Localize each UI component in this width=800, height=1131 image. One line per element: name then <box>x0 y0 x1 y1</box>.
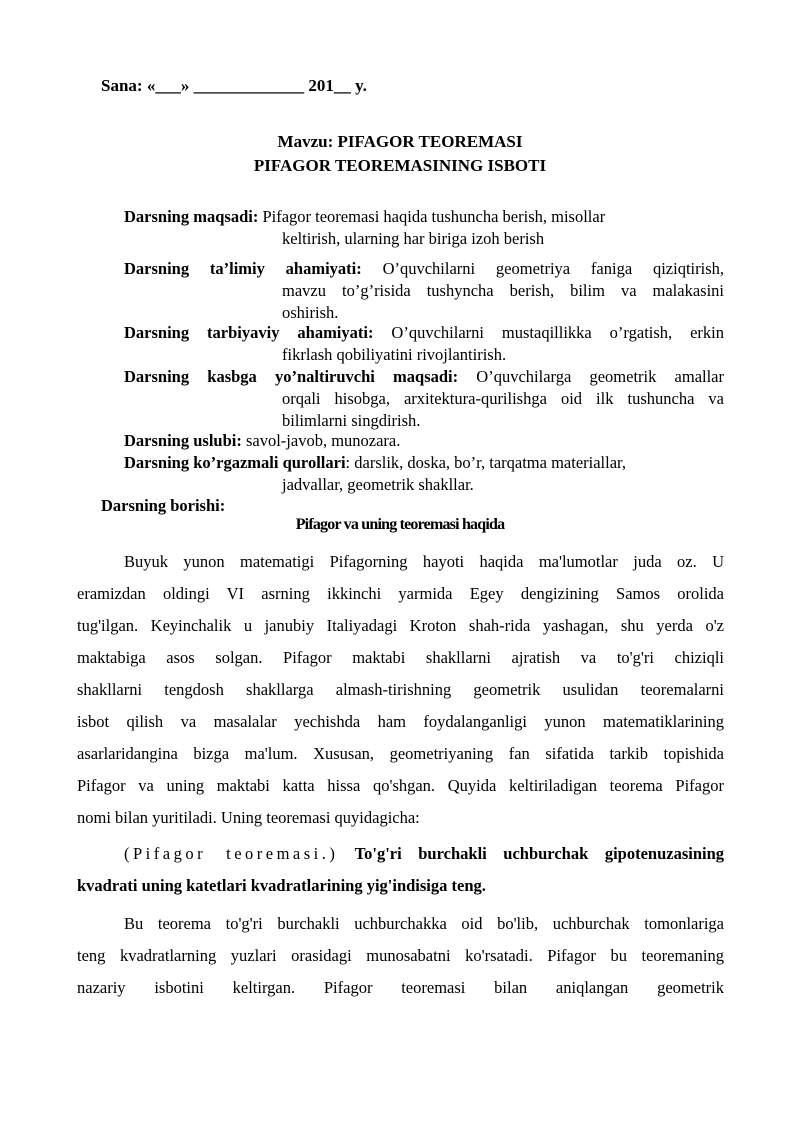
section-heading: Pifagor va uning teoremasi haqida <box>295 516 505 533</box>
vocational-label: Darsning kasbga yo’naltiruvchi maqsadi: <box>124 367 459 386</box>
paragraph-line: Buyuk yunon matematigi Pifagorning hayoti haqida ma'lumotlar juda oz. U <box>124 552 724 571</box>
visual-aids <box>124 452 724 496</box>
paragraph-line: nomi bilan yuritiladi. Uning teoremasi quyidagicha: <box>77 808 420 827</box>
upbringing-text-cont: fikrlash qobiliyatini rivojlantirish. <box>282 345 507 364</box>
visual-aids-text-cont: jadvallar, geometrik shakllar. <box>282 475 474 494</box>
upbringing-text: O’quvchilarni mustaqillikka o’rgatish, erkin <box>373 323 725 342</box>
paragraph-pythagoras-bio <box>77 546 724 834</box>
theorem-text: To'g'ri burchakli uchburchak gipotenuzasining <box>338 844 725 863</box>
visual-aids-text: : darslik, doska, bo’r, tarqatma materiallar, <box>345 453 626 472</box>
paragraph-line: eramizdan oldingi VI asrning ikkinchi yarmida Egey dengizining Samos orolida <box>77 584 724 603</box>
educational-text-cont: mavzu to’g’risida tushyncha berish, bilim va malakasini <box>282 281 724 300</box>
paragraph-line: shakllarni tengdosh shakllarga almash-tirishning geometrik usulidan teoremalarni <box>77 680 724 699</box>
lesson-topic: Mavzu: PIFAGOR TEOREMASI <box>277 132 523 151</box>
educational-text-end: oshirish. <box>282 303 339 322</box>
paragraph-theorem-explanation <box>77 908 724 1004</box>
educational-label: Darsning ta’limiy ahamiyati: <box>124 259 362 278</box>
paragraph-line: isbot qilish va masalalar yechishda ham foydalanganligi yunon matematiklarining <box>77 712 724 731</box>
vocational-goal <box>124 366 724 432</box>
paragraph-line: maktabiga asos solgan. Pifagor maktabi shakllarni ajratish va to'g'ri chiziqli <box>77 648 724 667</box>
goal-text: Pifagor teoremasi haqida tushuncha berish, misollar <box>258 207 606 226</box>
theorem-text-cont: kvadrati uning katetlari kvadratlarining yig'indisiga teng. <box>77 876 486 895</box>
vocational-text-cont: orqali hisobga, arxitektura-qurilishga oid ilk tushuncha va <box>282 389 724 408</box>
upbringing-importance <box>124 322 724 366</box>
paragraph-line: teng kvadratlarning yuzlari orasidagi munosabatni ko'rsatadi. Pifagor bu teoremaning <box>77 946 724 965</box>
visual-aids-label: Darsning ko’rgazmali qurollari <box>124 453 346 472</box>
method-text: savol-javob, munozara. <box>241 431 401 450</box>
theorem-statement <box>77 838 724 902</box>
lesson-method <box>124 430 724 452</box>
method-label: Darsning uslubi: <box>124 431 242 450</box>
paragraph-line: asarlaridangina bizga ma'lum. Xususan, geometriyaning fan sifatida tarkib topishida <box>77 744 724 763</box>
paragraph-line: nazariy isbotini keltirgan. Pifagor teoremasi bilan aniqlangan geometrik <box>77 978 724 997</box>
lesson-subtopic: PIFAGOR TEOREMASINING ISBOTI <box>253 156 547 175</box>
paragraph-line: tug'ilgan. Keyinchalik u janubiy Italiyadagi Kroton shah-rida yashagan, shu yerda o'z <box>77 616 724 635</box>
vocational-text: O’quvchilarga geometrik amallar <box>458 367 724 386</box>
educational-text: O’quvchilarni geometriya faniga qiziqtirish, <box>361 259 724 278</box>
upbringing-label: Darsning tarbiyaviy ahamiyati: <box>124 323 374 342</box>
date-line: Sana: «___» _____________ 201__ y. <box>101 76 367 95</box>
theorem-label: (Pifagor teoremasi.) <box>124 844 339 863</box>
goal-text-cont: keltirish, ularning har biriga izoh berish <box>282 229 545 248</box>
lesson-goal <box>124 206 724 250</box>
goal-label: Darsning maqsadi: <box>124 207 259 226</box>
educational-importance <box>124 258 724 324</box>
lesson-procedure-heading: Darsning borishi: <box>101 496 226 515</box>
paragraph-line: Pifagor va uning maktabi katta hissa qo'shgan. Quyida keltiriladigan teorema Pifagor <box>77 776 724 795</box>
paragraph-line: Bu teorema to'g'ri burchakli uchburchakka oid bo'lib, uchburchak tomonlariga <box>124 914 724 933</box>
vocational-text-end: bilimlarni singdirish. <box>282 411 421 430</box>
